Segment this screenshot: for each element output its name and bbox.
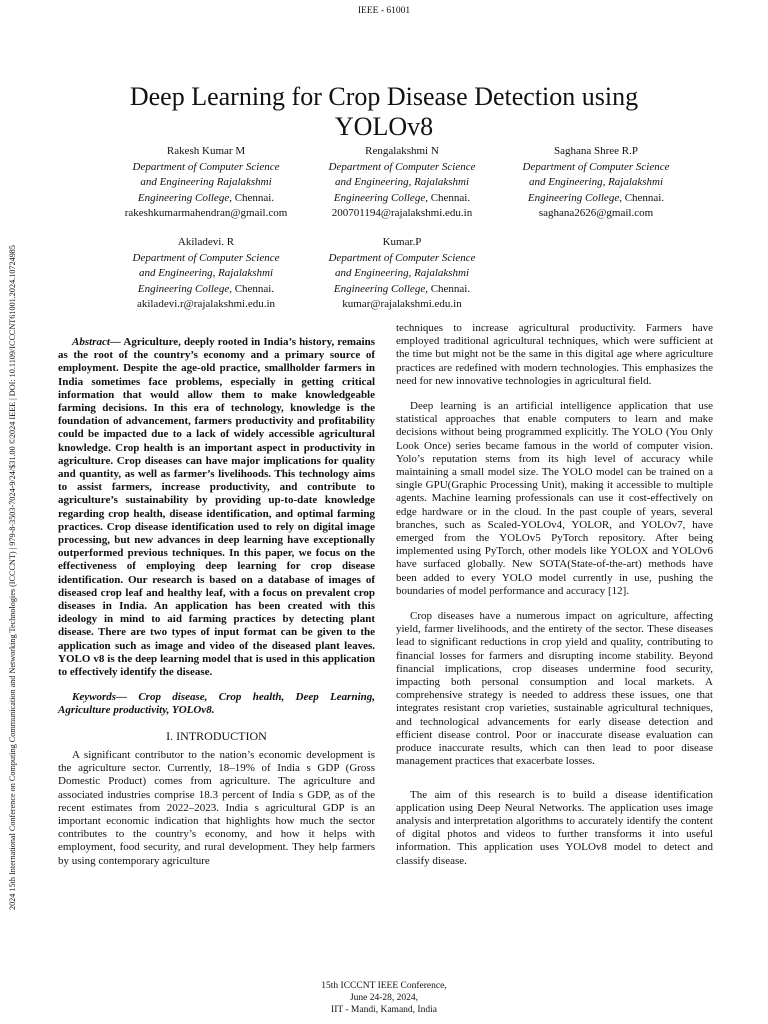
author-email: kumar@rajalakshmi.edu.in — [342, 298, 462, 310]
author-block — [496, 144, 696, 222]
author-name: Kumar.P — [382, 236, 422, 248]
body-paragraph: Crop diseases have a numerous impact on agriculture, affecting yield, farmer livelihoods, and the entirety of the sector. These diseases lead to significant reductions in crop yield and quality, contributing to financial losses for farmers and disrupting income stability. Beyond financial implications, crop diseases undermine food security, impacting both personal consumption and local markets. A comprehensive strategy is needed to address these issues, one that integrates resistant crop varieties, sustainable agricultural techniques, and technological advancements for early disease detection and efficient disease control. Poor or inaccurate disease evaluation can produce inaccurate results, which can then lead to poor disease management practices that exacerbate losses. — [396, 610, 713, 768]
author-city: , Chennai. — [425, 282, 471, 295]
author-affiliation: Department of Computer Science — [522, 160, 670, 173]
abstract — [58, 336, 375, 679]
left-column — [58, 336, 375, 880]
author-affiliation: Department of Computer Science — [328, 160, 476, 173]
author-name: Rengalakshmi N — [365, 145, 439, 157]
author-affiliation: and Engineering Rajalakshmi — [140, 176, 272, 188]
author-name: Akiladevi. R — [177, 236, 235, 248]
author-email: rakeshkumarmahendran@gmail.com — [124, 207, 288, 219]
right-column — [396, 322, 713, 880]
author-affiliation: and Engineering, Rajalakshmi — [334, 176, 470, 188]
author-affiliation: Department of Computer Science — [132, 251, 280, 264]
keywords: Keywords— Crop disease, Crop health, Deep Learning, Agriculture productivity, YOLOv8. — [58, 691, 375, 717]
footer-line: June 24-28, 2024, — [349, 993, 419, 1003]
author-city: , Chennai. — [619, 191, 665, 204]
conference-id-header: IEEE - 61001 — [357, 6, 411, 16]
author-block — [106, 144, 306, 222]
author-block — [302, 235, 502, 313]
author-city: , Chennai. — [425, 191, 471, 204]
body-paragraph: techniques to increase agricultural productivity. Farmers have employed traditional agricultural techniques, which were sufficient at the time but might not be the same in this digital age where agriculture practices are redefined with modern technologies. This emphasizes the need for new innovative technologies in agricultural field. — [396, 322, 713, 387]
author-affiliation — [106, 282, 306, 298]
author-affiliation — [106, 191, 306, 207]
author-college: Engineering College — [527, 191, 620, 204]
author-block — [106, 235, 306, 313]
author-affiliation — [496, 191, 696, 207]
abstract-text: Agriculture, deeply rooted in India’s history, remains as the root of the country’s economy and a primary source of employment. Despite the age-old practice, smallholder farmers in India sometimes face problems, especially in getting critical information that would allow them to make knowledgeable farming decisions. In this era of technology, knowledge is the foundation of advancement, farmers productivity and profitability could be impacted due to a lack of widely accessible agricultural knowledge. Crop health is an important aspect in productivity in agriculture. Crop diseases can have major implications for quality and quantity, as well as farmer’s livelihoods. This technology aims to assist farmers, increase productivity, and contribute to agriculture’s sustainability by providing up-to-date knowledge regarding crop health, disease identification, and optimal farming practices. Crop disease identification used to rely on digital image processing, but new advances in deep learning have exceptionally outperformed previous techniques. In this paper, we focus on the effectiveness of employing deep learning for crop disease identification. Our research is based on a database of images of diseased crop leaf and healthy leaf, with a focus on prevalent crop diseases in India. An application has been created with this ideology in mind to aid farming practices by detecting plant disease. There are two types of input format can be given to the application such as image and video of the diseased plant leaves. YOLO v8 is the deep learning model that is used in this application to effectively identify the disease. — [58, 336, 375, 679]
body-paragraph: Deep learning is an artificial intelligence application that use statistical approaches that enable computers to learn and make decisions without being programmed explicitly. The YOLO (You Only Look Once) series became famous in the world of computer vision. Yolo’s reputation stems from its high level of accuracy while maintaining a small model size. The YOLO model can be trained on a single GPU(Graphic Processing Unit), making it accessible to multiple agents. Machine learning professionals can use it cost-effectively on edge hardware or in the cloud. In the past couple of years, several branches, such as Scaled-YOLOv4, YOLOR, and YOLOv7, have emerged from the YOLOv5 PyTorch repository. After being implemented using PyTorch, other models like YOLOX and YOLOv6 have surfaced globally. New SOTA(State-of-the-art) methods have been added to every YOLO model currently in use, pushing the boundaries of model performance and accuracy [12]. — [396, 400, 713, 597]
author-college: Engineering College — [137, 191, 230, 204]
author-email: saghana2626@gmail.com — [538, 207, 654, 219]
footer-line: IIT - Mandi, Kamand, India — [331, 1005, 437, 1015]
conference-footer — [0, 980, 768, 1016]
author-name: Saghana Shree R.P — [553, 145, 638, 157]
author-city: , Chennai. — [229, 191, 275, 204]
paper-title: Deep Learning for Crop Disease Detection using YOLOv8 — [129, 82, 639, 141]
author-city: , Chennai. — [229, 282, 275, 295]
author-affiliation — [302, 191, 502, 207]
author-name: Rakesh Kumar M — [166, 145, 246, 157]
introduction-paragraph: A significant contributor to the nation’s economic development is the agriculture sector. Currently, 18–19% of India s GDP (Gross Domestic Product) comes from agriculture. The agriculture and associated industries comprise 18.3 percent of India s GDP, as of the recent estimates from 2022–2023. India s agricultural GDP is an important economic indication that highlights how much the sector contributes to the country’s economy, and how it helps with employment, food security, and rural development. They help farmers by using contemporary agriculture — [58, 748, 375, 867]
abstract-label: Abstract— — [72, 336, 121, 348]
section-heading-introduction: I. INTRODUCTION — [166, 728, 267, 743]
author-affiliation: and Engineering, Rajalakshmi — [138, 267, 274, 279]
author-college: Engineering College — [333, 191, 426, 204]
author-affiliation: Department of Computer Science — [328, 251, 476, 264]
author-affiliation: and Engineering, Rajalakshmi — [528, 176, 664, 188]
author-email: 200701194@rajalakshmi.edu.in — [331, 207, 473, 219]
author-affiliation — [302, 282, 502, 298]
body-paragraph: The aim of this research is to build a disease identification application using Deep Neural Networks. The application uses image analysis and interpretation algorithms to accurately identify the content of digital photos and videos to further transforms it into useful information. This application uses YOLOv8 model to detect and classify disease. — [396, 788, 713, 867]
author-college: Engineering College — [333, 282, 426, 295]
author-affiliation: Department of Computer Science — [132, 160, 280, 173]
citation-sidebar: 2024 15th International Conference on Computing Communication and Networking Technologies (ICCCNT) | 979-8-3503-7024-9/24/$31.00 ©2024 IEEE | DOI: 10.1109/ICCCNT61001.2024.10724985 — [8, 245, 17, 910]
author-block — [302, 144, 502, 222]
author-email: akiladevi.r@rajalakshmi.edu.in — [136, 298, 276, 310]
author-college: Engineering College — [137, 282, 230, 295]
footer-line: 15th ICCCNT IEEE Conference, — [321, 981, 447, 991]
author-affiliation: and Engineering, Rajalakshmi — [334, 267, 470, 279]
